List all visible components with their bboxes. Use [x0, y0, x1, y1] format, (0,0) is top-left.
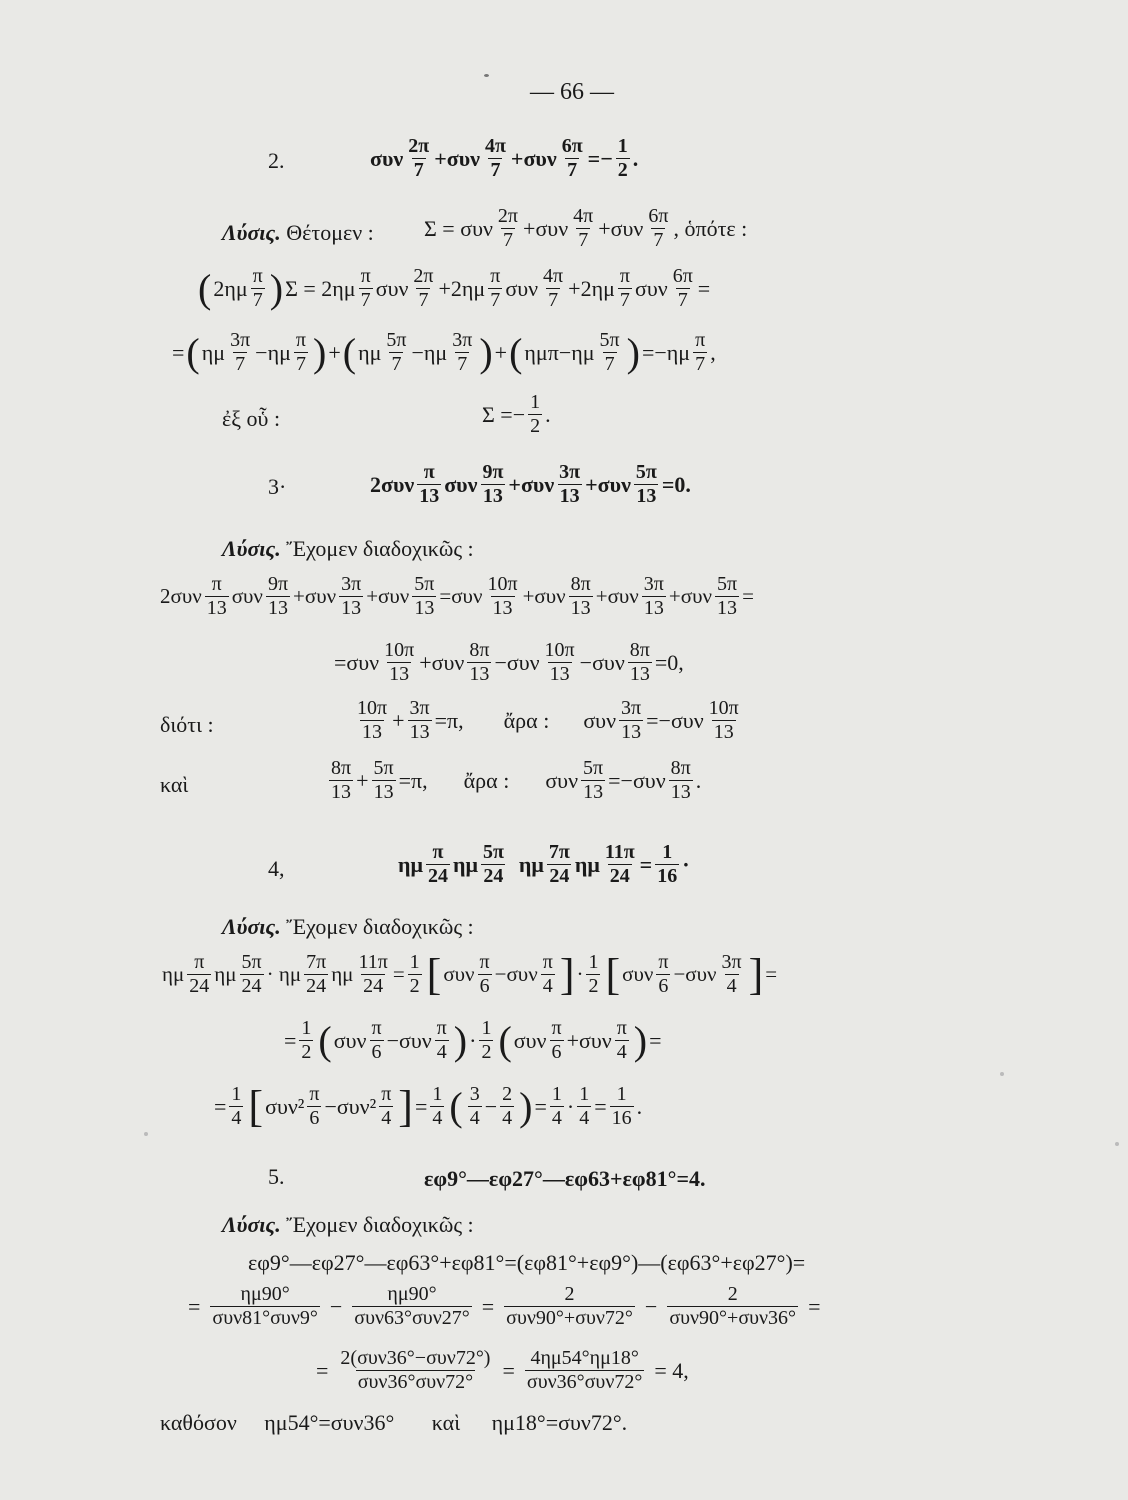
speck [484, 74, 489, 77]
solution-3-line-1: 2συν $\frac{\pi}{13}$ συν $\frac{9\pi}{13}$ +συν $\frac{3\pi}{13}$ +συν $\frac{5\pi}{13}$ =συν $\frac{10\pi}{13}$ +συν $\frac{8\pi}{13}$ +συν $\frac{3\pi}{13}$ +συν $\frac{5\pi}{13}$ = [160, 573, 754, 619]
problem-2-number: 2. [268, 148, 285, 173]
problem-2-statement: συν $\frac{2\pi}{7}$ +συν $\frac{4\pi}{7}$ +συν $\frac{6\pi}{7}$ =− $\frac{1}{2}$ . [370, 135, 639, 181]
solution-3-line-3: $\frac{10\pi}{13}$ + $\frac{3\pi}{13}$ =π, ἄρα : συν $\frac{3\pi}{13}$ =−συν $\frac{10\pi}{13}$ [357, 697, 739, 743]
solution-4-line-3: = $\frac{1}{4}$ [ συν² $\frac{\pi}{6}$ −συν² $\frac{\pi}{4}$ ] = $\frac{1}{4}$ ( $\frac{3}{4}$ − $\frac{2}{4}$ ) = $\frac{1}{4}$ · $\frac{1}{4}$ = $\frac{1}{16}$ . [214, 1081, 643, 1131]
problem-5-statement: εφ9°—εφ27°—εφ63+εφ81°=4. [424, 1166, 706, 1191]
solution-2-line-2: = ( ημ $\frac{3\pi}{7}$ −ημ $\frac{\pi}{7}$ ) + ( ημ $\frac{5\pi}{7}$ −ημ $\frac{3\pi}{7}$ ) + ( ημπ−ημ $\frac{5\pi}{7}$ ) =−ημ $\frac{\pi}{7}$ , [172, 329, 716, 375]
solution-3-and-label: καὶ [160, 772, 189, 797]
solution-3-heading: Λύσις. Ἔχομεν διαδοχικῶς : [222, 536, 474, 561]
problem-3-number: 3· [268, 474, 287, 499]
solution-4-line-2: = $\frac{1}{2}$ ( συν $\frac{\pi}{6}$ −συν $\frac{\pi}{4}$ ) · $\frac{1}{2}$ ( συν $\frac{\pi}{6}$ +συν $\frac{\pi}{4}$ ) = [284, 1017, 662, 1063]
solution-4-line-1: ημ $\frac{\pi}{24}$ ημ $\frac{5\pi}{24}$ · ημ $\frac{7\pi}{24}$ ημ $\frac{11\pi}{24}$ = $\frac{1}{2}$ [ συν $\frac{\pi}{6}$ −συν $\frac{\pi}{4}$ ] · $\frac{1}{2}$ [ συν $\frac{\pi}{6}$ −συν $\frac{3\pi}{4}$ ] = [162, 949, 778, 999]
problem-5-number: 5. [268, 1164, 285, 1189]
solution-2-heading: Λύσις. Θέτομεν : [222, 220, 374, 245]
page-number: — 66 — [530, 79, 614, 105]
solution-3-line-4: $\frac{8\pi}{13}$ + $\frac{5\pi}{13}$ =π, ἄρα : συν $\frac{5\pi}{13}$ =−συν $\frac{8\pi}{13}$ . [331, 757, 702, 803]
solution-5-heading: Λύσις. Ἔχομεν διαδοχικῶς : [222, 1212, 474, 1237]
problem-3-statement: 2συν $\frac{\pi}{13}$ συν $\frac{9\pi}{13}$ +συν $\frac{3\pi}{13}$ +συν $\frac{5\pi}{13}$ =0. [370, 461, 691, 507]
solution-5-line-3: = $\frac{\text{2(συν36°−συν72°)}}{\text{συν36°συν72°}}$ = $\frac{4\eta\mu 54^\circ\eta\mu 18^\circ}{\text{συν36°συν72°}}$ = 4, [316, 1347, 689, 1393]
speck [144, 1132, 148, 1136]
solution-2-line-1: ( 2ημ $\frac{\pi}{7}$ ) Σ = 2ημ $\frac{\pi}{7}$ συν $\frac{2\pi}{7}$ +2ημ $\frac{\pi}{7}$ συν $\frac{4\pi}{7}$ +2ημ $\frac{\pi}{7}$ συν $\frac{6\pi}{7}$ = [198, 265, 711, 311]
speck [1115, 1142, 1119, 1146]
problem-4-statement: ημ $\frac{\pi}{24}$ ημ $\frac{5\pi}{24}$ ημ $\frac{7\pi}{24}$ ημ $\frac{11\pi}{24}$ = $\frac{1}{16}$ · [398, 841, 690, 887]
solution-5-line-2: = $\frac{\eta\mu 90^\circ}{\text{συν81°συν9°}}$ − $\frac{\eta\mu 90^\circ}{\text{συν63°συν27°}}$ = $\frac{2}{\text{συν90°+συν72°}}$ − $\frac{2}{\text{συν90°+συν36°}}$ = [188, 1283, 821, 1329]
solution-2-hence-label: ἐξ οὗ : [222, 406, 281, 431]
solution-5-line-1: εφ9°—εφ27°—εφ63°+εφ81°=(εφ81°+εφ9°)—(εφ63°+εφ27°)= [248, 1250, 806, 1275]
speck [1000, 1072, 1004, 1076]
solution-3-line-2: =συν $\frac{10\pi}{13}$ +συν $\frac{8\pi}{13}$ −συν $\frac{10\pi}{13}$ −συν $\frac{8\pi}{13}$ =0, [334, 639, 684, 685]
solution-4-heading: Λύσις. Ἔχομεν διαδοχικῶς : [222, 914, 474, 939]
solution-5-conclusion: καθόσον ημ54°=συν36° καὶ ημ18°=συν72°. [160, 1410, 628, 1435]
problem-4-number: 4, [268, 856, 285, 881]
solution-2-result: Σ =− $\frac{1}{2}$ . [482, 391, 551, 437]
solution-2-definition: Σ = συν $\frac{2\pi}{7}$ +συν $\frac{4\pi}{7}$ +συν $\frac{6\pi}{7}$ , ὁπότε : [424, 205, 748, 251]
solution-3-because-label: διότι : [160, 712, 214, 737]
